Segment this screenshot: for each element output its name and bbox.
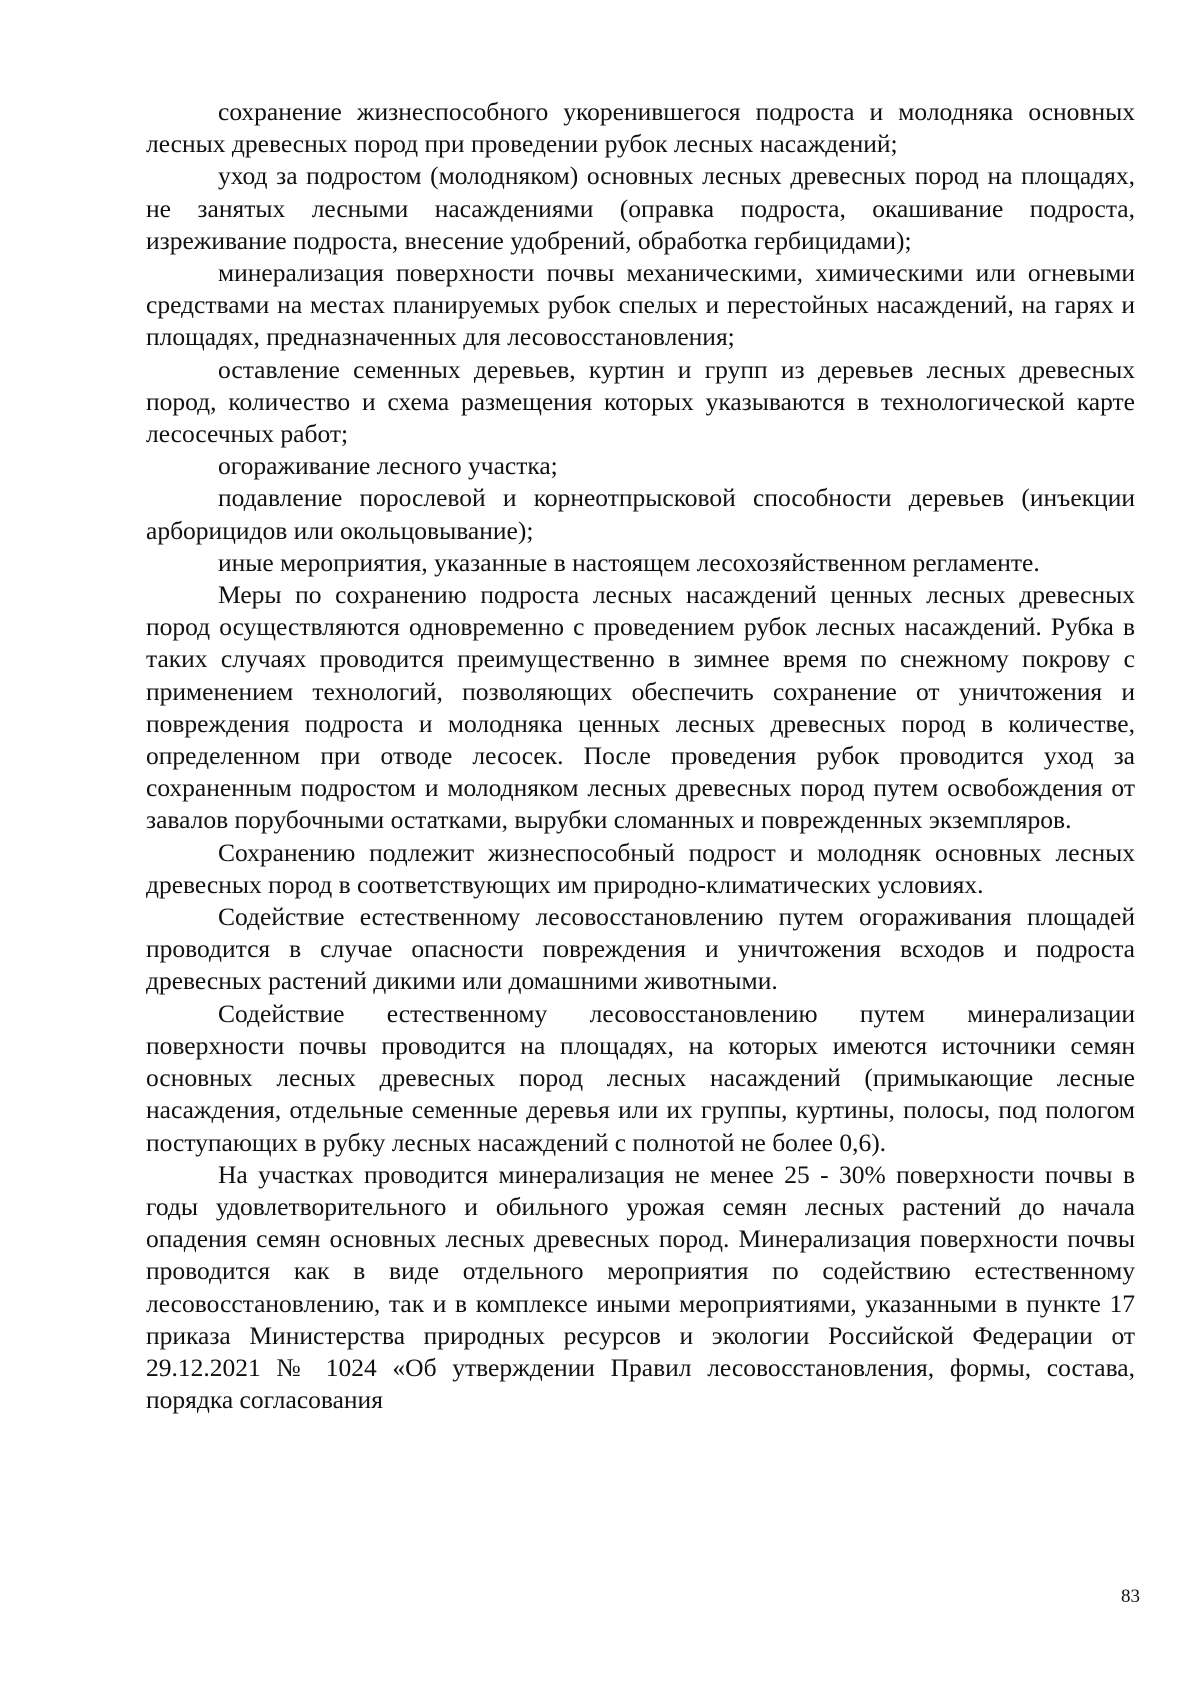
paragraph-7: иные мероприятия, указанные в настоящем лесохозяйственном регламенте. [218,547,1040,577]
paragraph-9: Сохранению подлежит жизнеспособный подрост и молодняк основных лесных древесных пород в соответствующих им природно-климатических условиях. [146,837,1135,899]
paragraph-6: подавление порослевой и корнеотпрысковой способности деревьев (инъекции арборицидов или окольцовывание); [146,483,1135,545]
paragraph-11: Содействие естественному лесовосстановлению путем минерализации поверхности почвы проводится на площадях, на которых имеются источники семян основных лесных древесных пород лесных насаждений (примыкающие лесные насаждения, отдельные семенные деревья или их группы, куртины, полосы, под пологом поступающих в рубку лесных насаждений с полнотой не более 0,6). [146,998,1135,1157]
paragraph-12: На участках проводится минерализация не менее 25 - 30% поверхности почвы в годы удовлетворительного и обильного урожая семян лесных растений до начала опадения семян основных лесных древесных пород. Минерализация поверхности почвы проводится как в виде отдельного мероприятия по содействию естественному лесовосстановлению, так и в комплексе иными мероприятиями, указанными в пункте 17 приказа Министерства природных ресурсов и экологии Российской Федерации от 29.12.2021 № 1024 «Об утверждении Правил лесовосстановления, формы, состава, порядка согласования [146,1159,1135,1415]
paragraph-1: сохранение жизнеспособного укоренившегося подроста и молодняка основных лесных древесных пород при проведении рубок лесных насаждений; [146,97,1135,159]
document-body [146,96,1135,1416]
paragraph-2: уход за подростом (молодняком) основных лесных древесных пород на площадях, не занятых лесными насаждениями (оправка подроста, окашивание подроста, изреживание подроста, внесение удобрений, обработка гербицидами); [146,161,1135,255]
page-number: 83 [1121,1586,1140,1607]
paragraph-3: минерализация поверхности почвы механическими, химическими или огневыми средствами на местах планируемых рубок спелых и перестойных насаждений, на гарях и площадях, предназначенных для лесовосстановления; [146,258,1135,352]
paragraph-10: Содействие естественному лесовосстановлению путем огораживания площадей проводится в случае опасности повреждения и уничтожения всходов и подроста древесных растений дикими или домашними животными. [146,902,1135,996]
paragraph-4: оставление семенных деревьев, куртин и групп из деревьев лесных древесных пород, количество и схема размещения которых указываются в технологической карте лесосечных работ; [146,354,1135,449]
paragraph-5: огораживание лесного участка; [218,451,558,481]
paragraph-8: Меры по сохранению подроста лесных насаждений ценных лесных древесных пород осуществляются одновременно с проведением рубок лесных насаждений. Рубка в таких случаях проводится преимущественно в зимнее время по снежному покрову с применением технологий, позволяющих обеспечить сохранение от уничтожения и повреждения подроста и молодняка ценных лесных древесных пород в количестве, определенном при отводе лесосек. После проведения рубок проводится уход за сохраненным подростом и молодняком лесных древесных пород путем освобождения от завалов порубочными остатками, вырубки сломанных и поврежденных экземпляров. [146,580,1135,835]
